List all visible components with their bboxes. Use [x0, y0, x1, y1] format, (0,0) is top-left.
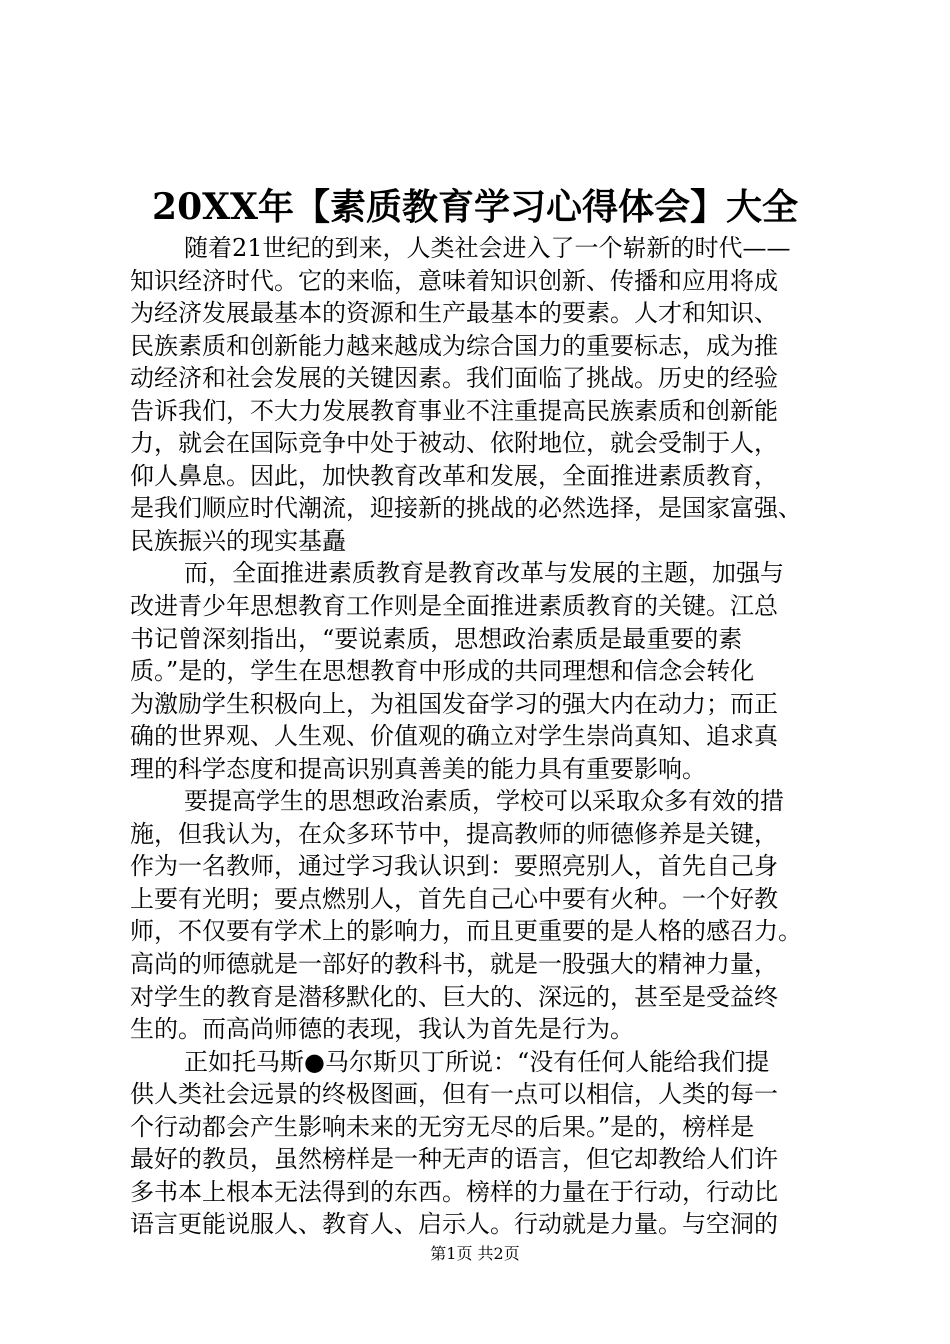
text-line: 民族素质和创新能力越来越成为综合国力的重要标志，成为推 [130, 331, 778, 360]
text-line: 对学生的教育是潜移默化的、巨大的、深远的，甚至是受益终 [130, 982, 778, 1011]
text-line: 改进青少年思想教育工作则是全面推进素质教育的关键。江总 [130, 592, 778, 621]
text-line: 而，全面推进素质教育是教育改革与发展的主题，加强与 [184, 559, 784, 588]
text-line: 施，但我认为，在众多环节中，提高教师的师德修养是关键， [130, 819, 778, 848]
text-line: 动经济和社会发展的关键因素。我们面临了挑战。历史的经验 [130, 364, 778, 393]
document-body [130, 232, 850, 1241]
text-line: 告诉我们，不大力发展教育事业不注重提高民族素质和创新能 [130, 396, 778, 425]
text-line: 知识经济时代。它的来临，意味着知识创新、传播和应用将成 [130, 266, 778, 295]
text-line: 多书本上根本无法得到的东西。榜样的力量在于行动，行动比 [130, 1177, 778, 1206]
text-line: 生的。而高尚师德的表现，我认为首先是行为。 [130, 1015, 634, 1044]
text-line: 书记曾深刻指出，“要说素质，思想政治素质是最重要的素 [130, 624, 743, 653]
text-line: 语言更能说服人、教育人、启示人。行动就是力量。与空洞的 [130, 1210, 778, 1239]
text-line: 为经济发展最基本的资源和生产最基本的要素。人才和知识、 [130, 299, 778, 328]
text-line: 要提高学生的思想政治素质，学校可以采取众多有效的措 [184, 787, 784, 816]
text-line: 最好的教员，虽然榜样是一种无声的语言，但它却教给人们许 [130, 1145, 778, 1174]
page-footer: 第1页 共2页 [430, 1244, 520, 1263]
text-line: 上要有光明；要点燃别人，首先自己心中要有火种。一个好教 [130, 884, 778, 913]
text-line: 供人类社会远景的终极图画，但有一点可以相信，人类的每一 [130, 1080, 778, 1109]
document-title: 20XX年【素质教育学习心得体会】大全 [152, 186, 798, 228]
text-line: 民族振兴的现实基矗 [130, 526, 346, 555]
text-line: 仰人鼻息。因此，加快教育改革和发展，全面推进素质教育， [130, 461, 778, 490]
text-line: 作为一名教师，通过学习我认识到：要照亮别人，首先自己身 [130, 852, 778, 881]
text-line: 质。”是的，学生在思想教育中形成的共同理想和信念会转化 [130, 657, 755, 686]
text-line: 力，就会在国际竞争中处于被动、依附地位，就会受制于人， [130, 429, 778, 458]
text-line: 随着21世纪的到来，人类社会进入了一个崭新的时代—— [184, 234, 791, 262]
text-line: 个行动都会产生影响未来的无穷无尽的后果。”是的，榜样是 [130, 1112, 755, 1141]
text-line: 确的世界观、人生观、价值观的确立对学生崇尚真知、追求真 [130, 722, 778, 751]
text-line: 为激励学生积极向上，为祖国发奋学习的强大内在动力；而正 [130, 689, 778, 718]
text-line: 理的科学态度和提高识别真善美的能力具有重要影响。 [130, 754, 706, 783]
text-line: 正如托马斯●马尔斯贝丁所说：“没有任何人能给我们提 [184, 1047, 770, 1076]
text-line: 师，不仅要有学术上的影响力，而且更重要的是人格的感召力。 [130, 917, 802, 946]
text-line: 高尚的师德就是一部好的教科书，就是一股强大的精神力量， [130, 950, 778, 979]
text-line: 是我们顺应时代潮流，迎接新的挑战的必然选择，是国家富强、 [130, 494, 802, 523]
